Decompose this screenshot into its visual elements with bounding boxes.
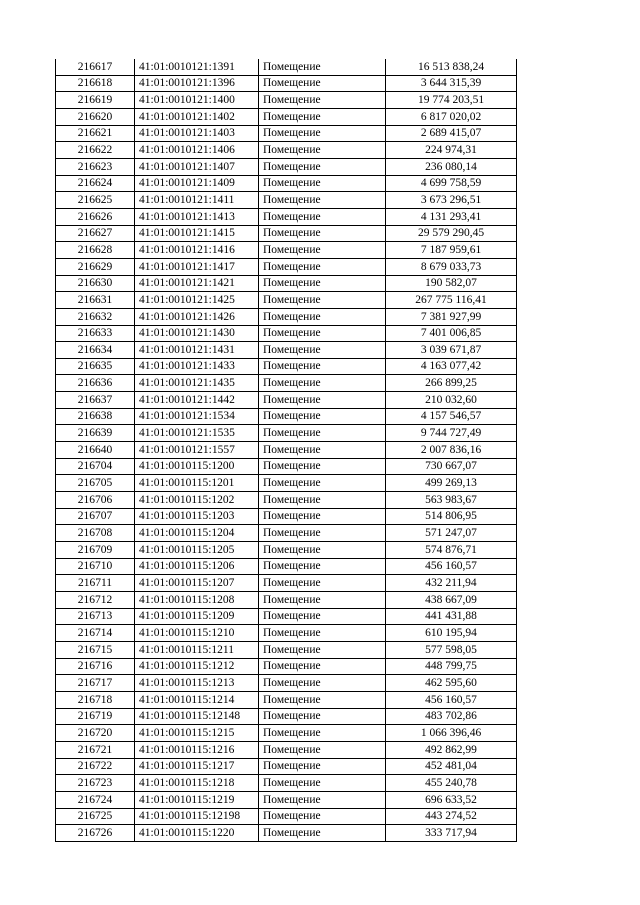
table-body [56, 59, 517, 841]
object-type-cell: Помещение [259, 125, 386, 142]
cadastral-number-cell: 41:01:0010115:1210 [135, 625, 259, 642]
row-number-cell: 216632 [56, 308, 135, 325]
row-number-cell: 216714 [56, 625, 135, 642]
row-number-cell: 216636 [56, 375, 135, 392]
table-row [56, 525, 517, 542]
object-type-cell: Помещение [259, 358, 386, 375]
row-number-cell: 216720 [56, 725, 135, 742]
row-number-cell: 216623 [56, 158, 135, 175]
cadastral-number-cell: 41:01:0010115:1213 [135, 675, 259, 692]
cadastral-number-cell: 41:01:0010121:1433 [135, 358, 259, 375]
table-row [56, 75, 517, 92]
row-number-cell: 216721 [56, 741, 135, 758]
cadastral-number-cell: 41:01:0010115:1200 [135, 458, 259, 475]
row-number-cell: 216712 [56, 592, 135, 609]
object-type-cell: Помещение [259, 275, 386, 292]
cadastral-value-cell: 574 876,71 [386, 542, 517, 559]
row-number-cell: 216622 [56, 142, 135, 159]
cadastral-value-cell: 696 633,52 [386, 791, 517, 808]
cadastral-value-cell: 9 744 727,49 [386, 425, 517, 442]
cadastral-value-cell: 483 702,86 [386, 708, 517, 725]
cadastral-number-cell: 41:01:0010121:1435 [135, 375, 259, 392]
cadastral-value-cell: 448 799,75 [386, 658, 517, 675]
cadastral-number-cell: 41:01:0010115:1206 [135, 558, 259, 575]
object-type-cell: Помещение [259, 675, 386, 692]
cadastral-value-cell: 4 699 758,59 [386, 175, 517, 192]
cadastral-number-cell: 41:01:0010115:1211 [135, 641, 259, 658]
table-row [56, 775, 517, 792]
cadastral-number-cell: 41:01:0010121:1415 [135, 225, 259, 242]
object-type-cell: Помещение [259, 808, 386, 825]
cadastral-number-cell: 41:01:0010115:1220 [135, 825, 259, 842]
cadastral-value-cell: 443 274,52 [386, 808, 517, 825]
cadastral-value-cell: 462 595,60 [386, 675, 517, 692]
cadastral-value-cell: 3 644 315,39 [386, 75, 517, 92]
row-number-cell: 216637 [56, 392, 135, 409]
object-type-cell: Помещение [259, 142, 386, 159]
row-number-cell: 216639 [56, 425, 135, 442]
cadastral-number-cell: 41:01:0010121:1391 [135, 59, 259, 75]
table-row [56, 258, 517, 275]
row-number-cell: 216621 [56, 125, 135, 142]
table-row [56, 142, 517, 159]
object-type-cell: Помещение [259, 342, 386, 359]
table-row [56, 825, 517, 842]
cadastral-number-cell: 41:01:0010115:1214 [135, 691, 259, 708]
row-number-cell: 216634 [56, 342, 135, 359]
cadastral-value-cell: 267 775 116,41 [386, 292, 517, 309]
cadastral-number-cell: 41:01:0010121:1411 [135, 192, 259, 209]
cadastral-number-cell: 41:01:0010115:1205 [135, 542, 259, 559]
object-type-cell: Помещение [259, 575, 386, 592]
cadastral-number-cell: 41:01:0010121:1421 [135, 275, 259, 292]
cadastral-number-cell: 41:01:0010121:1409 [135, 175, 259, 192]
row-number-cell: 216633 [56, 325, 135, 342]
object-type-cell: Помещение [259, 408, 386, 425]
object-type-cell: Помещение [259, 75, 386, 92]
cadastral-number-cell: 41:01:0010121:1417 [135, 258, 259, 275]
object-type-cell: Помещение [259, 825, 386, 842]
cadastral-number-cell: 41:01:0010115:12148 [135, 708, 259, 725]
row-number-cell: 216719 [56, 708, 135, 725]
object-type-cell: Помещение [259, 641, 386, 658]
cadastral-number-cell: 41:01:0010121:1425 [135, 292, 259, 309]
row-number-cell: 216704 [56, 458, 135, 475]
cadastral-value-cell: 210 032,60 [386, 392, 517, 409]
table-row [56, 475, 517, 492]
cadastral-value-cell: 456 160,57 [386, 558, 517, 575]
cadastral-value-cell: 6 817 020,02 [386, 108, 517, 125]
row-number-cell: 216619 [56, 92, 135, 109]
row-number-cell: 216707 [56, 508, 135, 525]
cadastral-number-cell: 41:01:0010121:1416 [135, 242, 259, 259]
table-row [56, 808, 517, 825]
cadastral-value-cell: 266 899,25 [386, 375, 517, 392]
cadastral-value-cell: 7 187 959,61 [386, 242, 517, 259]
row-number-cell: 216706 [56, 492, 135, 509]
object-type-cell: Помещение [259, 158, 386, 175]
table-row [56, 175, 517, 192]
table-row [56, 392, 517, 409]
cadastral-number-cell: 41:01:0010115:1204 [135, 525, 259, 542]
cadastral-number-cell: 41:01:0010121:1431 [135, 342, 259, 359]
cadastral-value-cell: 333 717,94 [386, 825, 517, 842]
table-row [56, 108, 517, 125]
row-number-cell: 216717 [56, 675, 135, 692]
cadastral-number-cell: 41:01:0010121:1413 [135, 208, 259, 225]
cadastral-value-cell: 1 066 396,46 [386, 725, 517, 742]
table-row [56, 325, 517, 342]
cadastral-number-cell: 41:01:0010115:1201 [135, 475, 259, 492]
cadastral-number-cell: 41:01:0010115:1209 [135, 608, 259, 625]
row-number-cell: 216715 [56, 641, 135, 658]
cadastral-value-cell: 224 974,31 [386, 142, 517, 159]
object-type-cell: Помещение [259, 458, 386, 475]
row-number-cell: 216638 [56, 408, 135, 425]
object-type-cell: Помещение [259, 492, 386, 509]
table-row [56, 308, 517, 325]
object-type-cell: Помещение [259, 592, 386, 609]
object-type-cell: Помещение [259, 192, 386, 209]
table-row [56, 242, 517, 259]
table-row [56, 658, 517, 675]
cadastral-value-cell: 432 211,94 [386, 575, 517, 592]
cadastral-value-cell: 571 247,07 [386, 525, 517, 542]
row-number-cell: 216716 [56, 658, 135, 675]
row-number-cell: 216624 [56, 175, 135, 192]
row-number-cell: 216617 [56, 59, 135, 75]
table-row [56, 358, 517, 375]
object-type-cell: Помещение [259, 308, 386, 325]
table-row [56, 592, 517, 609]
object-type-cell: Помещение [259, 225, 386, 242]
row-number-cell: 216710 [56, 558, 135, 575]
row-number-cell: 216618 [56, 75, 135, 92]
table-row [56, 542, 517, 559]
row-number-cell: 216725 [56, 808, 135, 825]
cadastral-value-cell: 730 667,07 [386, 458, 517, 475]
cadastral-value-cell: 3 673 296,51 [386, 192, 517, 209]
object-type-cell: Помещение [259, 508, 386, 525]
row-number-cell: 216620 [56, 108, 135, 125]
cadastral-value-cell: 610 195,94 [386, 625, 517, 642]
cadastral-number-cell: 41:01:0010115:1219 [135, 791, 259, 808]
cadastral-value-cell: 7 381 927,99 [386, 308, 517, 325]
object-type-cell: Помещение [259, 292, 386, 309]
object-type-cell: Помещение [259, 791, 386, 808]
object-type-cell: Помещение [259, 175, 386, 192]
cadastral-value-cell: 19 774 203,51 [386, 92, 517, 109]
row-number-cell: 216631 [56, 292, 135, 309]
cadastral-number-cell: 41:01:0010121:1407 [135, 158, 259, 175]
cadastral-number-cell: 41:01:0010121:1557 [135, 442, 259, 459]
table-row [56, 59, 517, 75]
row-number-cell: 216708 [56, 525, 135, 542]
table-row [56, 492, 517, 509]
table-row [56, 575, 517, 592]
table-row [56, 292, 517, 309]
cadastral-value-cell: 7 401 006,85 [386, 325, 517, 342]
object-type-cell: Помещение [259, 625, 386, 642]
table-row [56, 342, 517, 359]
object-type-cell: Помещение [259, 475, 386, 492]
table-row [56, 408, 517, 425]
cadastral-value-cell: 452 481,04 [386, 758, 517, 775]
cadastral-value-cell: 236 080,14 [386, 158, 517, 175]
row-number-cell: 216723 [56, 775, 135, 792]
table-row [56, 641, 517, 658]
cadastral-number-cell: 41:01:0010121:1430 [135, 325, 259, 342]
cadastral-number-cell: 41:01:0010121:1400 [135, 92, 259, 109]
cadastral-value-cell: 492 862,99 [386, 741, 517, 758]
object-type-cell: Помещение [259, 425, 386, 442]
object-type-cell: Помещение [259, 608, 386, 625]
table-row [56, 625, 517, 642]
row-number-cell: 216635 [56, 358, 135, 375]
cadastral-number-cell: 41:01:0010115:1217 [135, 758, 259, 775]
table-row [56, 125, 517, 142]
cadastral-value-cell: 499 269,13 [386, 475, 517, 492]
object-type-cell: Помещение [259, 59, 386, 75]
cadastral-value-cell: 8 679 033,73 [386, 258, 517, 275]
cadastral-number-cell: 41:01:0010121:1396 [135, 75, 259, 92]
table-row [56, 225, 517, 242]
object-type-cell: Помещение [259, 758, 386, 775]
cadastral-number-cell: 41:01:0010121:1535 [135, 425, 259, 442]
cadastral-value-cell: 4 157 546,57 [386, 408, 517, 425]
cadastral-number-cell: 41:01:0010115:1216 [135, 741, 259, 758]
cadastral-value-table [55, 59, 517, 842]
row-number-cell: 216713 [56, 608, 135, 625]
cadastral-value-cell: 514 806,95 [386, 508, 517, 525]
cadastral-value-cell: 2 689 415,07 [386, 125, 517, 142]
cadastral-value-cell: 455 240,78 [386, 775, 517, 792]
table-row [56, 691, 517, 708]
cadastral-value-cell: 16 513 838,24 [386, 59, 517, 75]
object-type-cell: Помещение [259, 775, 386, 792]
table-row [56, 442, 517, 459]
table-row [56, 558, 517, 575]
cadastral-number-cell: 41:01:0010115:1208 [135, 592, 259, 609]
document-page [55, 59, 517, 842]
row-number-cell: 216627 [56, 225, 135, 242]
object-type-cell: Помещение [259, 92, 386, 109]
table-row [56, 508, 517, 525]
object-type-cell: Помещение [259, 741, 386, 758]
object-type-cell: Помещение [259, 242, 386, 259]
row-number-cell: 216640 [56, 442, 135, 459]
row-number-cell: 216724 [56, 791, 135, 808]
table-row [56, 675, 517, 692]
object-type-cell: Помещение [259, 558, 386, 575]
table-row [56, 791, 517, 808]
cadastral-value-cell: 563 983,67 [386, 492, 517, 509]
row-number-cell: 216722 [56, 758, 135, 775]
cadastral-number-cell: 41:01:0010121:1402 [135, 108, 259, 125]
cadastral-number-cell: 41:01:0010121:1534 [135, 408, 259, 425]
row-number-cell: 216626 [56, 208, 135, 225]
cadastral-number-cell: 41:01:0010121:1442 [135, 392, 259, 409]
cadastral-value-cell: 2 007 836,16 [386, 442, 517, 459]
row-number-cell: 216705 [56, 475, 135, 492]
table-row [56, 725, 517, 742]
object-type-cell: Помещение [259, 725, 386, 742]
cadastral-number-cell: 41:01:0010115:1212 [135, 658, 259, 675]
table-row [56, 425, 517, 442]
object-type-cell: Помещение [259, 325, 386, 342]
table-row [56, 92, 517, 109]
table-row [56, 375, 517, 392]
object-type-cell: Помещение [259, 392, 386, 409]
object-type-cell: Помещение [259, 258, 386, 275]
cadastral-value-cell: 441 431,88 [386, 608, 517, 625]
cadastral-number-cell: 41:01:0010115:1203 [135, 508, 259, 525]
cadastral-number-cell: 41:01:0010115:1202 [135, 492, 259, 509]
table-row [56, 458, 517, 475]
cadastral-value-cell: 4 131 293,41 [386, 208, 517, 225]
table-row [56, 158, 517, 175]
table-row [56, 741, 517, 758]
cadastral-number-cell: 41:01:0010115:1207 [135, 575, 259, 592]
row-number-cell: 216625 [56, 192, 135, 209]
table-row [56, 608, 517, 625]
row-number-cell: 216628 [56, 242, 135, 259]
cadastral-value-cell: 3 039 671,87 [386, 342, 517, 359]
row-number-cell: 216711 [56, 575, 135, 592]
cadastral-number-cell: 41:01:0010115:1218 [135, 775, 259, 792]
table-row [56, 758, 517, 775]
cadastral-number-cell: 41:01:0010121:1403 [135, 125, 259, 142]
object-type-cell: Помещение [259, 691, 386, 708]
row-number-cell: 216726 [56, 825, 135, 842]
table-row [56, 208, 517, 225]
row-number-cell: 216709 [56, 542, 135, 559]
row-number-cell: 216718 [56, 691, 135, 708]
cadastral-value-cell: 4 163 077,42 [386, 358, 517, 375]
object-type-cell: Помещение [259, 108, 386, 125]
row-number-cell: 216630 [56, 275, 135, 292]
cadastral-number-cell: 41:01:0010115:12198 [135, 808, 259, 825]
table-row [56, 708, 517, 725]
cadastral-value-cell: 190 582,07 [386, 275, 517, 292]
object-type-cell: Помещение [259, 442, 386, 459]
cadastral-value-cell: 456 160,57 [386, 691, 517, 708]
object-type-cell: Помещение [259, 708, 386, 725]
object-type-cell: Помещение [259, 525, 386, 542]
table-row [56, 275, 517, 292]
object-type-cell: Помещение [259, 208, 386, 225]
object-type-cell: Помещение [259, 542, 386, 559]
table-row [56, 192, 517, 209]
cadastral-number-cell: 41:01:0010121:1426 [135, 308, 259, 325]
row-number-cell: 216629 [56, 258, 135, 275]
cadastral-value-cell: 438 667,09 [386, 592, 517, 609]
object-type-cell: Помещение [259, 658, 386, 675]
cadastral-number-cell: 41:01:0010115:1215 [135, 725, 259, 742]
cadastral-number-cell: 41:01:0010121:1406 [135, 142, 259, 159]
object-type-cell: Помещение [259, 375, 386, 392]
cadastral-value-cell: 577 598,05 [386, 641, 517, 658]
cadastral-value-cell: 29 579 290,45 [386, 225, 517, 242]
